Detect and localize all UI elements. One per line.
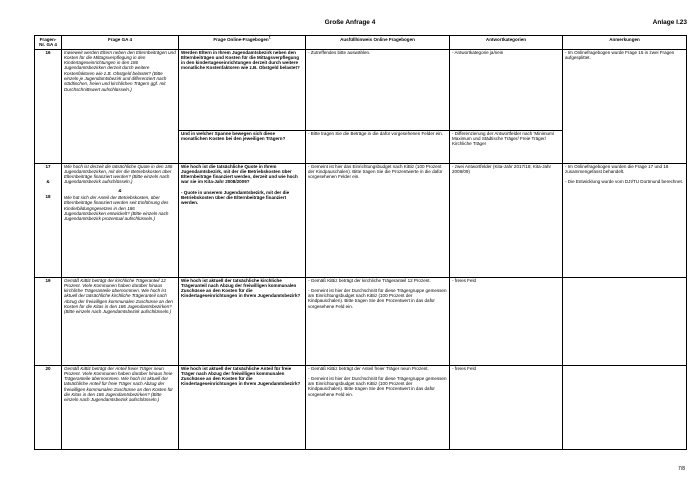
question-ga4-text: Gemäß KiBiz beträgt der kirchliche Trägeranteil 12 Prozent. Viele Kommunen haben darüber hinaus kirchliche Trägeranteile übernommen. Wie hoch ist aktuell der tatsächliche kirchliche Trägeranteil nach Abzug der freiwilligen kommunalen Zuschüsse an den Kosten für die Kitas in den 186 Jugendamtsbezirken? (Bitte einzeln nach Jugendamtsbezirk aufschlüsseln.) (62, 277, 179, 365)
column-header-online-label: Frage Online-Fragebogen (213, 36, 269, 42)
remarks (563, 163, 687, 277)
question-number (35, 163, 62, 277)
question-online-main: Wie hoch ist die tatsächliche Quote in Ihrem Jugendamtsbezirk, mit der die Betriebskosten über Elternbeiträge finanziert werden, derzeit und wie hoch war sie im Kita-Jahr 2008/2009? (181, 163, 298, 185)
remarks-development: - Die Entwicklung wurde vom DJI/TU Dortmund berechnet. (565, 179, 684, 185)
question-ga4-text-18: Wie hat sich der Anteil der Betriebskosten, über Elternbeiträge finanziert werden seit Einführung des Kinderbildungsgesetzes in den 186 Jugendamtsbezirken entwickelt? (Bitte einzeln nach Jugendamtsbezirk prozentual aufschlüsseln.) (64, 194, 169, 222)
question-ga4-text: Gemäß KiBiz beträgt der Anteil freier Träger neun Prozent. Viele Kommunen haben darüber hinaus freie Trägeranteile übernommen. Wie hoch ist aktuell der tatsächliche Anteil für freie Träger nach Abzug der freiwilligen kommunalen Zuschüsse an den Kosten für die Kitas in den 186 Jugendamtsbezirken? (Bitte einzeln nach Jugendamtsbezirk aufschlüsseln.) (62, 365, 179, 449)
question-ga4-text: Inwieweit werden Eltern neben den Elternbeiträgen und Kosten für die Mittagsverpflegung in den Kindertageseinrichtungen in den 186 Jugendamtsbezirken derzeit durch weitere Kostenfaktoren wie z.B. Obstgeld belastet? (Bitte einzeln je Jugendamtsbezirk und differenziert nach städtischen, freien und kirchlichen Trägern ggf. mit Durchschnittswert aufschlüsseln.) (62, 49, 179, 163)
table-row-16a (35, 49, 687, 130)
remarks (563, 277, 687, 365)
question-online-sub: - Quote in unserem Jugendamtsbezirk, mit der die Betriebskosten über die Elternbeiträge finanziert werden. (181, 189, 290, 206)
answer-categories: - freies Feld (450, 277, 563, 365)
question-ga4-text (62, 163, 179, 277)
question-ga4-ampersand: & (118, 187, 122, 193)
fill-hint-share: - Gemäß KiBiz beträgt der Anteil freier Träger neun Prozent. (308, 365, 429, 371)
question-number-ampersand: & (46, 178, 50, 184)
table-header-row (35, 36, 687, 50)
remarks: - Im Onlinefragebogen wurde Frage 15 in zwei Fragen aufgesplittet. (563, 49, 687, 163)
column-header-online (179, 36, 306, 50)
fill-hint-detail: - Gemeint ist hier der Durchschnitt für diese Trägergruppe gemessen am Einrichtungsbudget nach KiBiz (100 Prozent der Kindpauschalen). Bitte tragen Sie den Prozentwert in das dafür vorgesehene Feld ein. (308, 375, 447, 397)
table-row-17-18 (35, 163, 687, 277)
question-online-text: Werden Eltern in Ihrem Jugendamtsbezirk neben den Elternbeiträgen und Kosten für die Mittagsverpflegung in den kindertageseinrichtungen derzeit durch weitere monatliche Kostenfaktoren wie z.B. Obstgeld belastet? (179, 49, 306, 130)
fill-hint: - Zutreffendes bitte auswählen. (306, 49, 450, 130)
column-header-ga4: Frage GA 4 (62, 36, 179, 50)
column-header-anmerkungen: Anmerkungen (563, 36, 687, 50)
column-header-nr: Fragen-Nr. GA 4 (35, 36, 62, 50)
column-header-hinweis: Ausfüllhinweis Online Fragebogen (306, 36, 450, 50)
remarks (563, 365, 687, 449)
footnote-marker: 1 (268, 35, 271, 39)
remarks-merged: - Im Onlinefragebogen wurden die Frage 17 und 18 zusammengefasst behandelt. (565, 163, 669, 174)
column-header-kategorien: Antwortkategorien (450, 36, 563, 50)
question-online-text: Wie hoch ist aktuell der tatsächliche kirchliche Trägeranteil nach Abzug der freiwilligen kommunalen Zuschüsse an den Kosten für die Kindertageseinrichtungen in Ihrem Jugendamtsbezirk? (179, 277, 306, 365)
answer-categories: - Differenzierung der Antwortfelder nach 'Minimum/ Maximum und Städtische Träger/ Freie Träger/ Kirchliche Träger (450, 130, 563, 163)
question-number: 20 (35, 365, 62, 449)
fill-hint (306, 365, 450, 449)
table-row-19 (35, 277, 687, 365)
annex-label: Anlage I.23 (652, 19, 687, 26)
question-number: 16 (35, 49, 62, 163)
question-online-text: Und in welcher Spanne bewegen sich diese monatlichen Kosten bei den jeweiligen Trägern? (179, 130, 306, 163)
fill-hint: - Gemeint ist hier das Einrichtungsbudget nach KiBiz (100 Prozent der Kindpauschalen). Bitte tragen Sie die Prozentwerte in die dafür vorgesehenen Felder ein. (306, 163, 450, 277)
fill-hint-detail: - Gemeint ist hier der Durchschnitt für diese Trägergruppe gemessen am Einrichtungsbudget nach KiBiz (100 Prozent der Kindpauschalen). Bitte tragen Sie den Prozentwert in das dafür vorgesehene Feld ein. (308, 287, 447, 309)
question-number-18: 18 (45, 194, 51, 200)
answer-categories: - freies Feld (450, 365, 563, 449)
question-number-17: 17 (45, 163, 51, 169)
answer-categories: - zwei Antwortfelder (Kita-Jahr 2017/18; Kita-Jahr 2008/09) (450, 163, 563, 277)
question-table (34, 35, 687, 450)
question-ga4-text-17: Wie hoch ist derzeit die tatsächliche Quote in den 186 Jugendamtsbezirken, mit der die Betriebskosten über Elternbeiträge finanziert werden? (Bitte einzeln nach Jugendamtsbezirk aufschlüsseln.) (64, 163, 173, 185)
question-number: 19 (35, 277, 62, 365)
fill-hint (306, 277, 450, 365)
question-online-text (179, 163, 306, 277)
table-row-20 (35, 365, 687, 449)
fill-hint: - Bitte tragen Sie die Beträge in die dafür vorgesehenen Felder ein. (306, 130, 450, 163)
answer-categories: - Antwortkategorie ja/nein (450, 49, 563, 130)
page-number: 7/8 (678, 466, 685, 472)
question-online-text: Wie hoch ist aktuell der tatsächliche Anteil für freie Träger nach Abzug der freiwilligen kommunalen Zuschüsse an den Kosten für die Kindertageseinrichtungen in Ihrem Jugendamtsbezirk? (179, 365, 306, 449)
document-title: Große Anfrage 4 (324, 19, 376, 26)
fill-hint-share: - Gemäß KiBiz beträgt der kirchliche Trägeranteil 12 Prozent. (308, 277, 431, 283)
